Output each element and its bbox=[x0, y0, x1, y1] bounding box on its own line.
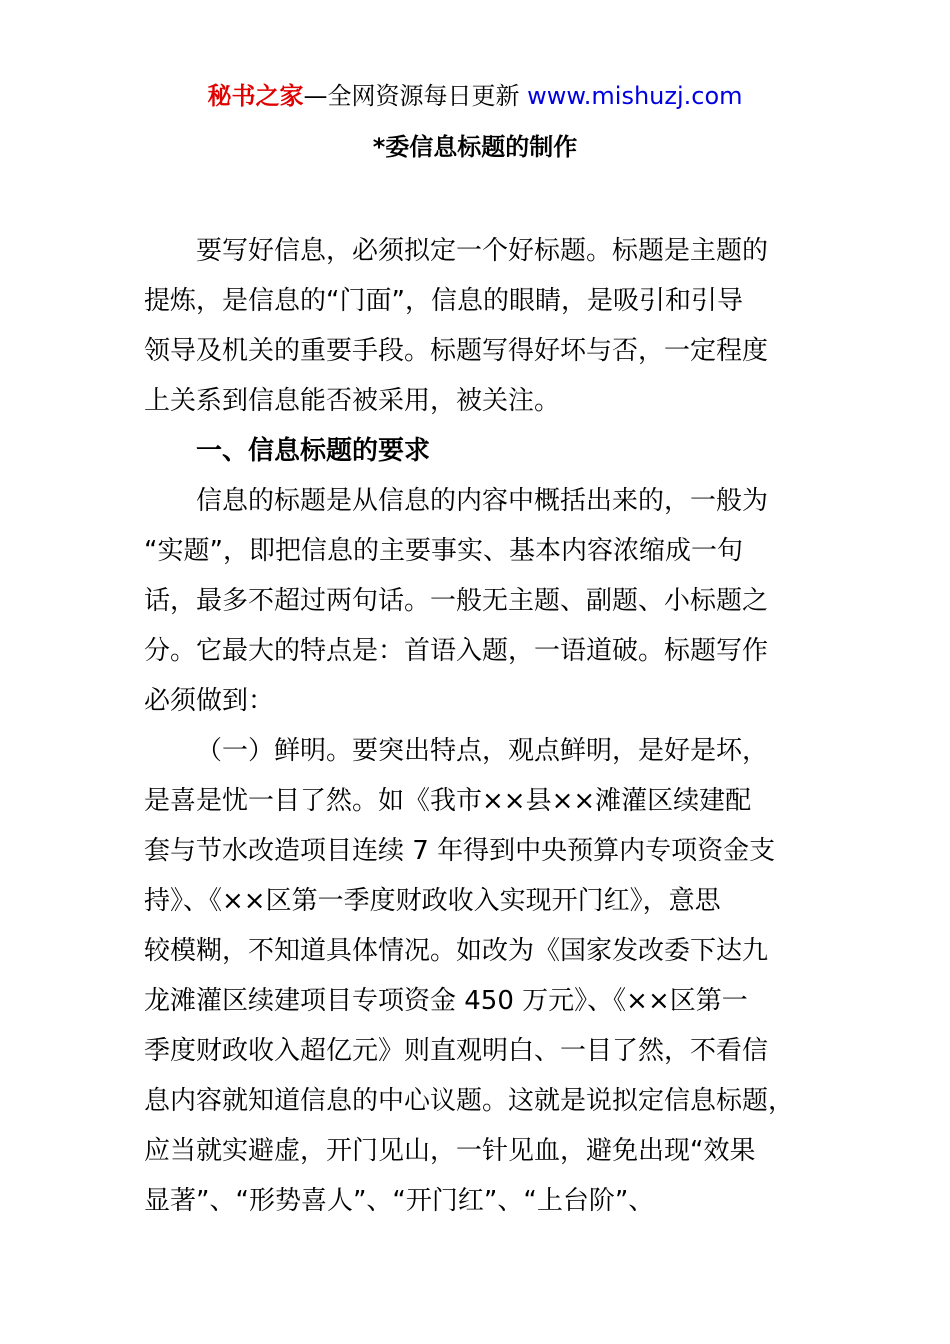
text-line: （一）鲜明。要突出特点，观点鲜明，是好是坏， bbox=[196, 736, 769, 766]
text-line: 较模糊，不知道具体情况。如改为《国家发改委下达九 bbox=[144, 936, 769, 966]
text-line: 持》、《××区第一季度财政收入实现开门红》，意思 bbox=[144, 886, 721, 916]
text-line: 分。它最大的特点是：首语入题，一语道破。标题写作 bbox=[144, 636, 769, 666]
text-line: 必须做到： bbox=[144, 686, 275, 716]
paragraph-requirements bbox=[144, 476, 834, 726]
paragraph-clarity bbox=[144, 726, 834, 1226]
text-line: 季度财政收入超亿元》则直观明白、一目了然，不看信 bbox=[144, 1036, 769, 1066]
document-body bbox=[144, 226, 834, 1226]
text-line: 话，最多不超过两句话。一般无主题、副题、小标题之 bbox=[144, 586, 769, 616]
text-line: 信息的标题是从信息的内容中概括出来的，一般为 bbox=[196, 486, 769, 516]
text-line: 显著”、“形势喜人”、“开门红”、“上台阶”、 bbox=[144, 1186, 655, 1216]
section-heading: 一、信息标题的要求 bbox=[196, 436, 431, 466]
document-title: *委信息标题的制作 bbox=[372, 133, 578, 161]
text-line: 是喜是忧一目了然。如《我市××县××滩灌区续建配 bbox=[144, 786, 752, 816]
text-line: 龙滩灌区续建项目专项资金 450 万元》、《××区第一 bbox=[144, 986, 748, 1016]
text-line: “实题”，即把信息的主要事实、基本内容浓缩成一句 bbox=[144, 536, 743, 566]
site-url: www.mishuzj.com bbox=[527, 82, 743, 110]
text-line: 上关系到信息能否被采用，被关注。 bbox=[144, 386, 561, 416]
brand-name: 秘书之家 bbox=[207, 82, 304, 110]
text-line: 息内容就知道信息的中心议题。这就是说拟定信息标题， bbox=[144, 1086, 795, 1116]
text-line: 提炼，是信息的“门面”，信息的眼睛，是吸引和引导 bbox=[144, 286, 743, 316]
text-line: 要写好信息，必须拟定一个好标题。标题是主题的 bbox=[196, 236, 769, 266]
text-line: 应当就实避虚，开门见山，一针见血，避免出现“效果 bbox=[144, 1136, 756, 1166]
header-tagline: —全网资源每日更新 bbox=[303, 82, 528, 110]
site-header bbox=[0, 80, 950, 112]
text-line: 领导及机关的重要手段。标题写得好坏与否，一定程度 bbox=[144, 336, 769, 366]
text-line: 套与节水改造项目连续 7 年得到中央预算内专项资金支 bbox=[144, 836, 776, 866]
paragraph-intro bbox=[144, 226, 834, 426]
